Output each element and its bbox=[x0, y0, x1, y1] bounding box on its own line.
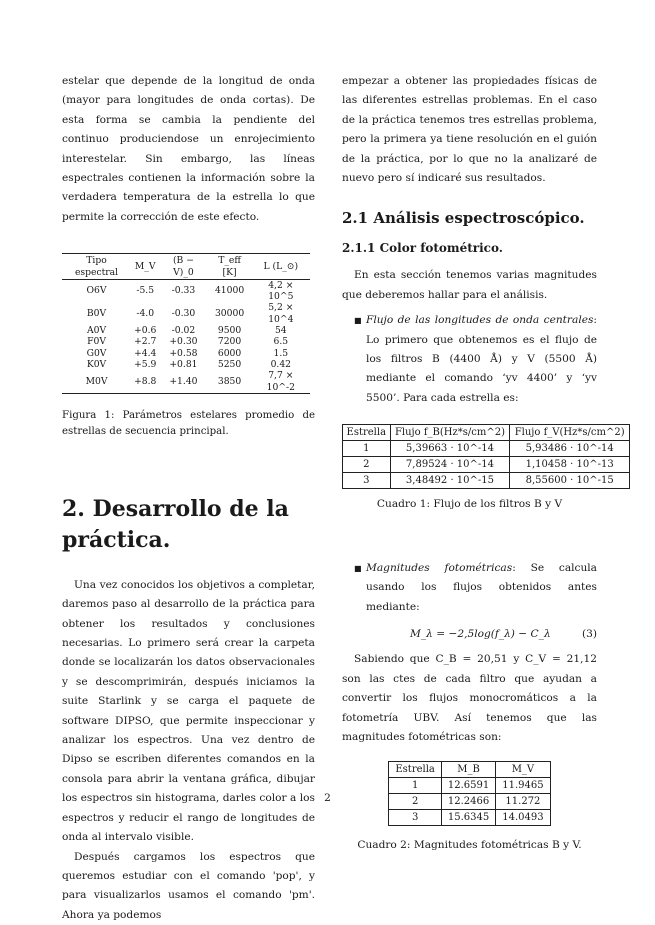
magnitudes-table-header: M_B bbox=[441, 762, 495, 778]
flux-table-header: Flujo f_B(Hz*s/cm^2) bbox=[390, 425, 510, 441]
table-cell: 7200 bbox=[208, 336, 252, 347]
stellar-parameters-table bbox=[62, 253, 310, 394]
flux-table-header: Estrella bbox=[343, 425, 391, 441]
bullet-icon: ■ bbox=[354, 559, 362, 578]
magnitudes-table-header: M_V bbox=[496, 762, 550, 778]
section-title: 2. Desarrollo de la práctica. bbox=[62, 494, 315, 556]
table-row bbox=[62, 370, 310, 393]
table-cell: 15.6345 bbox=[441, 810, 495, 826]
table-cell: 2 bbox=[389, 794, 442, 810]
table-cell: 12.2466 bbox=[441, 794, 495, 810]
table-cell: +0.58 bbox=[159, 348, 207, 359]
paragraph-development-1: Una vez conocidos los objetivos a completar, daremos paso al desarrollo de la práctica para obtener los resultados y conclusiones necesarias. Lo primero será crear la carpeta donde se localizarán los datos observacionales y se descomprimirán, después iniciamos la suite Starlink y se carga el paquete de software DIPSO, que permite inspeccionar y analizar los espectros. Una vez dentro de Dipso se escriben diferentes comandos en la consola para abrir la ventana gráfica, dibujar los espectros sin histograma, darles color a los espectros y reducir el rango de longitudes de onda al intervalo visible. bbox=[62, 576, 315, 848]
table-cell: 4,2 × 10^5 bbox=[252, 279, 310, 302]
table-cell: 14.0493 bbox=[496, 810, 550, 826]
flux-table bbox=[342, 424, 630, 489]
table-cell: 5,39663 · 10^-14 bbox=[390, 441, 510, 457]
list-item-label: Flujo de las longitudes de onda centrales bbox=[366, 314, 593, 326]
table-cell: 2 bbox=[343, 457, 391, 473]
table-cell: -0.02 bbox=[159, 325, 207, 336]
table-row bbox=[343, 473, 630, 489]
table-cell: 1,10458 · 10^-13 bbox=[510, 457, 630, 473]
table-cell: 1 bbox=[343, 441, 391, 457]
table-cell: A0V bbox=[62, 325, 131, 336]
table-row bbox=[343, 441, 630, 457]
bullet-icon: ■ bbox=[354, 311, 362, 330]
table-cell: 3 bbox=[343, 473, 391, 489]
table-cell: -4.0 bbox=[131, 302, 159, 325]
table-cell: 30000 bbox=[208, 302, 252, 325]
table-cell: 1.5 bbox=[252, 348, 310, 359]
stellar-table-header: T_eff [K] bbox=[208, 254, 252, 280]
list-item-text: : Lo primero que obtenemos es el flujo de los filtros B (4400 Å) y V (5500 Å) mediante el comando ‘yv 4400’ y ‘yv 5500’. Para cada estrella es: bbox=[366, 314, 597, 404]
paragraph-development-2: Después cargamos los espectros que queremos estudiar con el comando 'pop', y para visualizarlos usamos el comando 'pm'. Ahora ya podemos bbox=[62, 848, 315, 925]
equation bbox=[342, 625, 597, 644]
table-cell: M0V bbox=[62, 370, 131, 393]
table-row bbox=[62, 279, 310, 302]
equation-number: (3) bbox=[582, 625, 597, 644]
table-cell: +0.30 bbox=[159, 336, 207, 347]
table-row bbox=[389, 810, 550, 826]
table-cell: O6V bbox=[62, 279, 131, 302]
stellar-table-header: L (L_⊙) bbox=[252, 254, 310, 280]
table-cell: +0.81 bbox=[159, 359, 207, 370]
table-cell: B0V bbox=[62, 302, 131, 325]
table-cell: F0V bbox=[62, 336, 131, 347]
table-cell: 3 bbox=[389, 810, 442, 826]
table-cell: 8,55600 · 10^-15 bbox=[510, 473, 630, 489]
paragraph-magnitudes: Sabiendo que C_B = 20,51 y C_V = 21,12 son las ctes de cada filtro que ayudan a convertir los flujos monocromáticos a la fotometría UBV. Así tenemos que las magnitudes fotométricas son: bbox=[342, 650, 597, 747]
right-column bbox=[342, 72, 597, 856]
figure-caption: Figura 1: Parámetros estelares promedio de estrellas de secuencia principal. bbox=[62, 408, 315, 440]
table-row bbox=[62, 336, 310, 347]
table-cell: 5,93486 · 10^-14 bbox=[510, 441, 630, 457]
flux-table-header: Flujo f_V(Hz*s/cm^2) bbox=[510, 425, 630, 441]
table-cell: -5.5 bbox=[131, 279, 159, 302]
page-number: 2 bbox=[0, 792, 655, 804]
intro-paragraph-left: estelar que depende de la longitud de onda (mayor para longitudes de onda cortas). De esta forma se cambia la pendiente del continuo produciendose un enrojecimiento interestelar. Sin embargo, las líneas espectrales contienen la información sobre la verdadera temperatura de la estrella lo que permite la corrección de este efecto. bbox=[62, 72, 315, 227]
table-cell: -0.33 bbox=[159, 279, 207, 302]
stellar-table-header: (B − V)_0 bbox=[159, 254, 207, 280]
table-cell: +0.6 bbox=[131, 325, 159, 336]
stellar-table-header: M_V bbox=[131, 254, 159, 280]
table-cell: 1 bbox=[389, 778, 442, 794]
table-caption-magnitudes: Cuadro 2: Magnitudes fotométricas B y V. bbox=[342, 836, 597, 855]
table-cell: K0V bbox=[62, 359, 131, 370]
table-row bbox=[62, 325, 310, 336]
table-cell: 7,7 × 10^-2 bbox=[252, 370, 310, 393]
table-cell: +8.8 bbox=[131, 370, 159, 393]
table-row bbox=[62, 302, 310, 325]
table-cell: 9500 bbox=[208, 325, 252, 336]
magnitudes-table-header: Estrella bbox=[389, 762, 442, 778]
table-cell: 0.42 bbox=[252, 359, 310, 370]
table-row bbox=[62, 348, 310, 359]
table-row bbox=[343, 457, 630, 473]
table-cell: 5,2 × 10^4 bbox=[252, 302, 310, 325]
table-cell: 11.272 bbox=[496, 794, 550, 810]
list-item-flux bbox=[342, 311, 597, 408]
table-caption-flux: Cuadro 1: Flujo de los filtros B y V bbox=[342, 495, 597, 514]
intro-paragraph-right: empezar a obtener las propiedades físicas de las diferentes estrellas problemas. En el caso de la práctica tenemos tres estrellas problema, pero la primera ya tiene resolución en el guión de la práctica, por lo que no la analizaré de nuevo pero sí indicaré sus resultados. bbox=[342, 72, 597, 188]
list-item-magnitudes bbox=[342, 559, 597, 617]
stellar-table-header: Tipo espectral bbox=[62, 254, 131, 280]
subsection-title: 2.1 Análisis espectroscópico. bbox=[342, 207, 597, 229]
table-cell: 12.6591 bbox=[441, 778, 495, 794]
table-cell: 5250 bbox=[208, 359, 252, 370]
table-cell: 3,48492 · 10^-15 bbox=[390, 473, 510, 489]
table-cell: 6000 bbox=[208, 348, 252, 359]
table-cell: +5.9 bbox=[131, 359, 159, 370]
table-cell: 41000 bbox=[208, 279, 252, 302]
table-cell: +2.7 bbox=[131, 336, 159, 347]
table-cell: 11.9465 bbox=[496, 778, 550, 794]
table-cell: 54 bbox=[252, 325, 310, 336]
table-cell: +4.4 bbox=[131, 348, 159, 359]
table-cell: 6.5 bbox=[252, 336, 310, 347]
list-item-text: : Se calcula usando los flujos obtenidos antes mediante: bbox=[366, 562, 597, 613]
table-cell: G0V bbox=[62, 348, 131, 359]
table-row bbox=[62, 359, 310, 370]
table-cell: 3850 bbox=[208, 370, 252, 393]
paragraph-color: En esta sección tenemos varias magnitudes que deberemos hallar para el análisis. bbox=[342, 266, 597, 305]
table-cell: 7,89524 · 10^-14 bbox=[390, 457, 510, 473]
table-cell: -0.30 bbox=[159, 302, 207, 325]
table-cell: +1.40 bbox=[159, 370, 207, 393]
subsubsection-title: 2.1.1 Color fotométrico. bbox=[342, 238, 597, 258]
list-item-label: Magnitudes fotométricas bbox=[366, 562, 512, 574]
equation-formula: M_λ = −2,5log(f_λ) − C_λ bbox=[410, 625, 551, 644]
